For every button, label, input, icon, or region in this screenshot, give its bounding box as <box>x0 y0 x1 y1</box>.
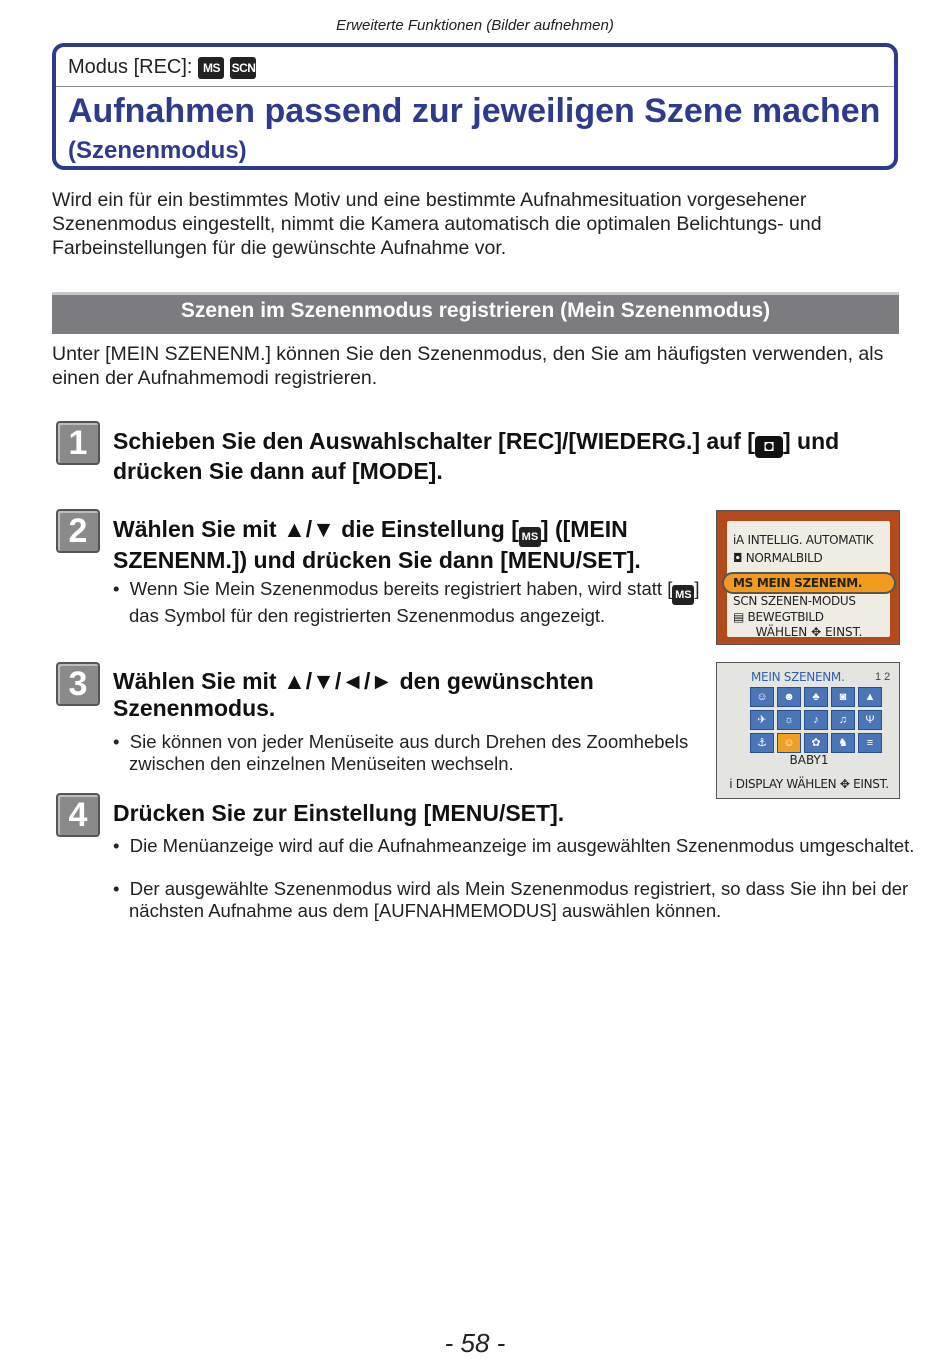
page-title: Aufnahmen passend zur jeweiligen Szene machen <box>68 92 881 130</box>
step-2-text-b: ] ([MEIN SZENENM.]) und drücken Sie dann [MENU/SET]. <box>113 516 641 573</box>
my-scene-icon-small: MS <box>672 585 694 605</box>
menu-item-scene-mode: SCN SZENEN-MODUS <box>733 594 856 608</box>
step-4-instruction: Drücken Sie zur Einstellung [MENU/SET]. <box>113 800 565 826</box>
step-2-bullet: • Wenn Sie Mein Szenenmodus bereits registriert haben, wird statt [ MS ] das Symbol für den registrierten Szenenmodus angezeigt. <box>113 578 700 626</box>
scene-icon: ♣ <box>804 687 828 707</box>
mode-label: Modus [REC]: <box>68 56 193 78</box>
step-3-number: 3 <box>56 662 100 706</box>
mode-menu-panel <box>727 521 890 637</box>
scene-icon: ▲ <box>858 687 882 707</box>
camera-screen-mode-menu <box>716 510 900 645</box>
scene-icon: ⚓ <box>750 733 774 753</box>
page-subtitle: (Szenenmodus) <box>68 137 247 164</box>
step-2-instruction <box>113 516 683 574</box>
menu-item-motion-picture: ▤ BEWEGTBILD <box>733 610 824 624</box>
my-scene-mode-icon: MS <box>198 57 224 79</box>
scene-icon-grid <box>750 687 882 753</box>
step-2-number: 2 <box>56 509 100 553</box>
step-3-bullet-text: Sie können von jeder Menüseite aus durch Drehen des Zoomhebels zwischen den einzelnen Menüseiten wechseln. <box>129 731 689 774</box>
camera-screen-scene-menu <box>716 662 900 799</box>
step-1-text-a: Schieben Sie den Auswahlschalter [REC]/[WIEDERG.] auf [ <box>113 428 755 454</box>
menu-item-intelligent-auto: iA INTELLIG. AUTOMATIK <box>733 533 874 547</box>
title-divider <box>56 86 894 87</box>
step-3-bullet: • Sie können von jeder Menüseite aus durch Drehen des Zoomhebels zwischen den einzelnen Menüseiten wechseln. <box>113 731 689 774</box>
step-1-text-b: ] und drücken Sie dann auf [MODE]. <box>113 428 840 484</box>
scene-icon: ☼ <box>777 710 801 730</box>
section-title: Szenen im Szenenmodus registrieren (Mein Szenenmodus) <box>180 299 771 322</box>
scene-icon: ✈ <box>750 710 774 730</box>
menu-item-normal-picture: ◘ NORMALBILD <box>733 551 823 565</box>
page-number: - 58 - <box>444 1328 506 1358</box>
step-4-bullet-2-text: Der ausgewählte Szenenmodus wird als Mein Szenenmodus registriert, so dass Sie ihn bei der nächsten Aufnahme aus dem [AUFNAHMEMODUS] auswählen können. <box>129 878 909 921</box>
scene-menu-title: MEIN SZENENM. <box>751 670 845 684</box>
step-4-bullet-1-text: Die Menüanzeige wird auf die Aufnahmeanzeige im ausgewählten Szenenmodus umgeschaltet. <box>129 835 915 856</box>
scene-icon: ◙ <box>831 687 855 707</box>
screen1-footer: WÄHLEN ✥ EINST. <box>755 625 863 639</box>
step-4-number: 4 <box>56 793 100 837</box>
scene-icon: ♪ <box>804 710 828 730</box>
intro-paragraph: Wird ein für ein bestimmtes Motiv und eine bestimmte Aufnahmesituation vorgesehener Szenenmodus eingestellt, nimmt die Kamera automatisch die optimalen Belichtungs- und Farbeinstellungen für die gewünschte Aufnahme vor. <box>52 189 822 259</box>
scene-icon: ♞ <box>831 733 855 753</box>
step-2-bullet-text-a: Wenn Sie Mein Szenenmodus bereits registriert haben, wird statt [ <box>129 578 673 599</box>
my-scene-icon: MS <box>519 527 541 547</box>
section-paragraph: Unter [MEIN SZENENM.] können Sie den Szenenmodus, den Sie am häufigsten verwenden, als einen der Aufnahmemodi registrieren. <box>52 343 884 389</box>
step-3-instruction: Wählen Sie mit ▲/▼/◄/► den gewünschten Szenenmodus. <box>113 668 594 721</box>
scene-icon-selected: ☺ <box>777 733 801 753</box>
step-2-text-a: Wählen Sie mit ▲/▼ die Einstellung [ <box>113 516 519 542</box>
header-note: Erweiterte Funktionen (Bilder aufnehmen) <box>336 17 614 34</box>
scene-icon: Ψ <box>858 710 882 730</box>
menu-item-my-scene: MS MEIN SZENENM. <box>733 576 863 590</box>
scene-icon: ≡ <box>858 733 882 753</box>
scene-menu-page: 1 2 <box>875 671 891 683</box>
screen2-footer: i DISPLAY WÄHLEN ✥ EINST. <box>729 777 889 791</box>
step-4-bullet-1: • Die Menüanzeige wird auf die Aufnahmeanzeige im ausgewählten Szenenmodus umgeschaltet. <box>113 835 915 856</box>
scene-icon: ☺ <box>750 687 774 707</box>
mode-line <box>68 56 256 79</box>
step-1-instruction <box>113 428 903 485</box>
scene-icon: ✿ <box>804 733 828 753</box>
step-1-number: 1 <box>56 421 100 465</box>
step-4-bullet-2: • Der ausgewählte Szenenmodus wird als Mein Szenenmodus registriert, so dass Sie ihn bei der nächsten Aufnahme aus dem [AUFNAHMEMODUS] auswählen können. <box>113 878 909 921</box>
scene-icon: ☻ <box>777 687 801 707</box>
camera-icon: ◘ <box>755 436 783 458</box>
scene-icon: ♫ <box>831 710 855 730</box>
step-2-bullet-text-b: ] das Symbol für den registrierten Szenenmodus angezeigt. <box>129 578 700 626</box>
scene-mode-icon: SCN <box>230 57 256 79</box>
scene-selected-label: BABY1 <box>789 753 829 767</box>
